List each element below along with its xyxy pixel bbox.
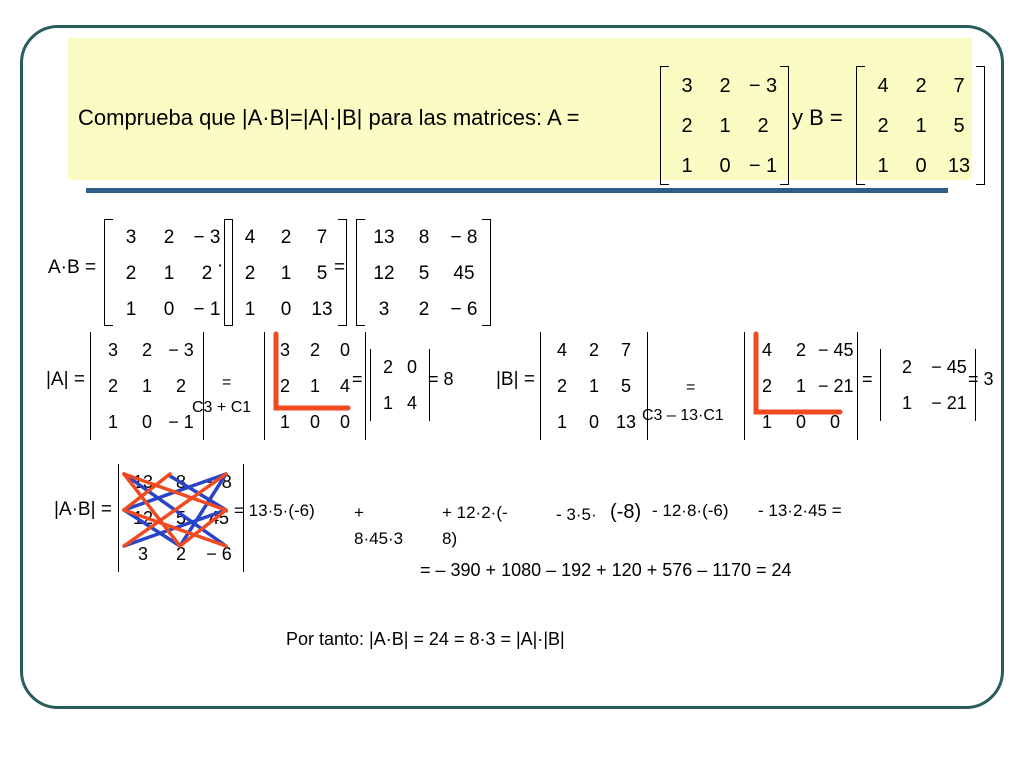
matrix-cell: 0 <box>829 412 840 432</box>
matrix-cell: 2 <box>901 357 912 377</box>
matrix-cell: − 1 <box>168 412 194 432</box>
matrix-cell: 8 <box>418 226 430 248</box>
matrix-cell: 2 <box>175 376 186 396</box>
matrix-cell: 0 <box>915 155 927 177</box>
det-a-result: = 8 <box>428 369 454 389</box>
det-b-label: |B| = <box>496 369 535 390</box>
matrix-cell: 1 <box>901 393 912 413</box>
matrix-cell: − 6 <box>450 298 478 320</box>
matrix-cell: − 8 <box>450 226 478 248</box>
matrix-cell: 0 <box>795 412 806 432</box>
matrix-cell: 45 <box>208 508 230 528</box>
matrix-cell: 4 <box>761 340 772 360</box>
matrix-cell: 0 <box>406 357 417 377</box>
matrix-cell: 2 <box>382 357 393 377</box>
matrix-cell: − 1 <box>193 298 221 320</box>
matrix-cell: 1 <box>382 393 393 413</box>
matrix-cell: 5 <box>620 376 631 396</box>
det-ab-term-6: - 13·2·45 = <box>758 501 842 520</box>
matrix-cell: 13 <box>373 226 395 248</box>
matrix-cell: 3 <box>125 226 137 248</box>
matrix-cell: 1 <box>125 298 137 320</box>
conclusion-text: Por tanto: |A·B| = 24 = 8·3 = |A|·|B| <box>286 629 565 649</box>
matrix-cell: 0 <box>339 412 350 432</box>
det-ab-term-3b: 8) <box>442 529 458 548</box>
matrix-cell: − 6 <box>206 544 232 564</box>
matrix-cell: 12 <box>132 508 154 528</box>
matrix-cell: 2 <box>280 226 292 248</box>
product-dot: · <box>217 255 224 276</box>
matrix-cell: 2 <box>163 226 175 248</box>
det-ab-term-5: - 12·8·(-6) <box>652 501 729 520</box>
matrix-cell: 4 <box>556 340 567 360</box>
matrix-cell: 3 <box>279 340 290 360</box>
matrix-cell: − 21 <box>818 376 854 396</box>
det-a-eq2: = <box>352 369 363 389</box>
matrix-cell: 3 <box>681 75 693 97</box>
matrix-cell: 45 <box>453 262 475 284</box>
matrix-cell: − 3 <box>748 75 778 97</box>
matrix-cell: 1 <box>244 298 256 320</box>
matrix-cell: 1 <box>915 115 927 137</box>
det-a-operation: C3 + C1 <box>192 399 252 416</box>
matrix-cell: 1 <box>719 115 731 137</box>
matrix-cell: 1 <box>588 376 599 396</box>
matrix-cell: 4 <box>406 393 417 413</box>
matrix-cell: 4 <box>244 226 256 248</box>
matrix-cell: 2 <box>719 75 731 97</box>
matrix-cell: 0 <box>339 340 350 360</box>
det-b-column-highlight <box>756 334 840 412</box>
matrix-cell: 1 <box>556 412 567 432</box>
matrix-cell: 2 <box>244 262 256 284</box>
matrix-cell: 1 <box>877 155 889 177</box>
matrix-cell: 2 <box>175 544 186 564</box>
matrix-cell: 2 <box>125 262 137 284</box>
matrix-cell: 0 <box>309 412 320 432</box>
matrix-cell: 7 <box>620 340 631 360</box>
matrix-cell: 3 <box>137 544 148 564</box>
matrix-cell: 12 <box>373 262 395 284</box>
matrix-cell: − 1 <box>748 155 778 177</box>
matrix-cell: − 45 <box>818 340 854 360</box>
matrix-cell: 5 <box>418 262 430 284</box>
matrix-cell: 2 <box>107 376 118 396</box>
det-b-eq2: = <box>862 369 873 389</box>
matrix-cell: 4 <box>339 376 350 396</box>
matrix-cell: 2 <box>588 340 599 360</box>
matrix-cell: 1 <box>761 412 772 432</box>
matrix-cell: 2 <box>556 376 567 396</box>
matrix-cell: 2 <box>877 115 889 137</box>
matrix-cell: 1 <box>795 376 806 396</box>
matrix-cell: 5 <box>953 115 965 137</box>
matrix-cell: 4 <box>877 75 889 97</box>
matrix-cell: 13 <box>947 155 971 177</box>
matrix-cell: 0 <box>141 412 152 432</box>
det-ab-term-2: 8·45·3 <box>354 529 404 548</box>
matrix-cell: − 3 <box>193 226 221 248</box>
matrix-cell: 13 <box>311 298 333 320</box>
matrix-cell: − 21 <box>931 393 967 413</box>
matrix-cell: 2 <box>201 262 213 284</box>
matrix-cell: 1 <box>163 262 175 284</box>
det-ab-term-4a: - 3·5· <box>556 505 597 524</box>
matrix-cell: 2 <box>795 340 806 360</box>
matrix-cell: 2 <box>761 376 772 396</box>
det-b-eq1: = <box>686 379 696 396</box>
det-ab-result-line: = – 390 + 1080 – 192 + 120 + 576 – 1170 = 24 <box>420 560 792 580</box>
matrix-cell: 7 <box>316 226 328 248</box>
matrix-cell: 2 <box>757 115 769 137</box>
matrix-cell: 5 <box>316 262 328 284</box>
matrix-cell: 2 <box>915 75 927 97</box>
matrix-cell: 2 <box>681 115 693 137</box>
matrix-cell: 2 <box>141 340 152 360</box>
det-ab-term-3a: + 12·2·(- <box>442 503 508 522</box>
matrix-cell: 1 <box>279 412 290 432</box>
matrix-cell: 0 <box>588 412 599 432</box>
matrix-cell: 2 <box>279 376 290 396</box>
det-a-label: |A| = <box>46 369 85 390</box>
det-a-column-highlight <box>276 334 348 408</box>
matrix-cell: 1 <box>309 376 320 396</box>
matrix-cell: 13 <box>132 472 154 492</box>
matrix-cell: 7 <box>953 75 965 97</box>
det-ab-term-1: = 13·5·(-6) <box>234 501 315 520</box>
det-ab-plus: + <box>354 503 364 522</box>
matrix-cell: 8 <box>175 472 186 492</box>
matrix-cell: − 45 <box>931 357 967 377</box>
and-b-text: y B = <box>792 105 843 130</box>
matrix-cell: 1 <box>141 376 152 396</box>
matrix-cell: 0 <box>163 298 175 320</box>
det-b-operation: C3 – 13·C1 <box>642 407 724 424</box>
matrix-cell: 5 <box>175 508 186 528</box>
matrix-cell: 13 <box>615 412 637 432</box>
matrix-cell: 1 <box>681 155 693 177</box>
matrix-cell: − 3 <box>168 340 194 360</box>
det-ab-term-4b: (-8) <box>610 501 642 523</box>
product-equals: = <box>334 257 346 278</box>
matrix-cell: 2 <box>418 298 430 320</box>
matrix-cell: 1 <box>280 262 292 284</box>
matrix-cell: 0 <box>719 155 731 177</box>
matrix-cell: 2 <box>309 340 320 360</box>
det-a-eq1: = <box>222 374 232 391</box>
product-label: A·B = <box>48 257 97 278</box>
matrix-cell: 3 <box>107 340 118 360</box>
det-b-result: = 3 <box>968 369 994 389</box>
matrix-cell: − 8 <box>206 472 232 492</box>
statement-text: Comprueba que |A·B|=|A|·|B| para las matrices: A = <box>78 105 580 130</box>
matrix-cell: 0 <box>280 298 292 320</box>
det-ab-label: |A·B| = <box>54 499 112 520</box>
matrix-cell: 1 <box>107 412 118 432</box>
matrix-cell: 3 <box>378 298 390 320</box>
